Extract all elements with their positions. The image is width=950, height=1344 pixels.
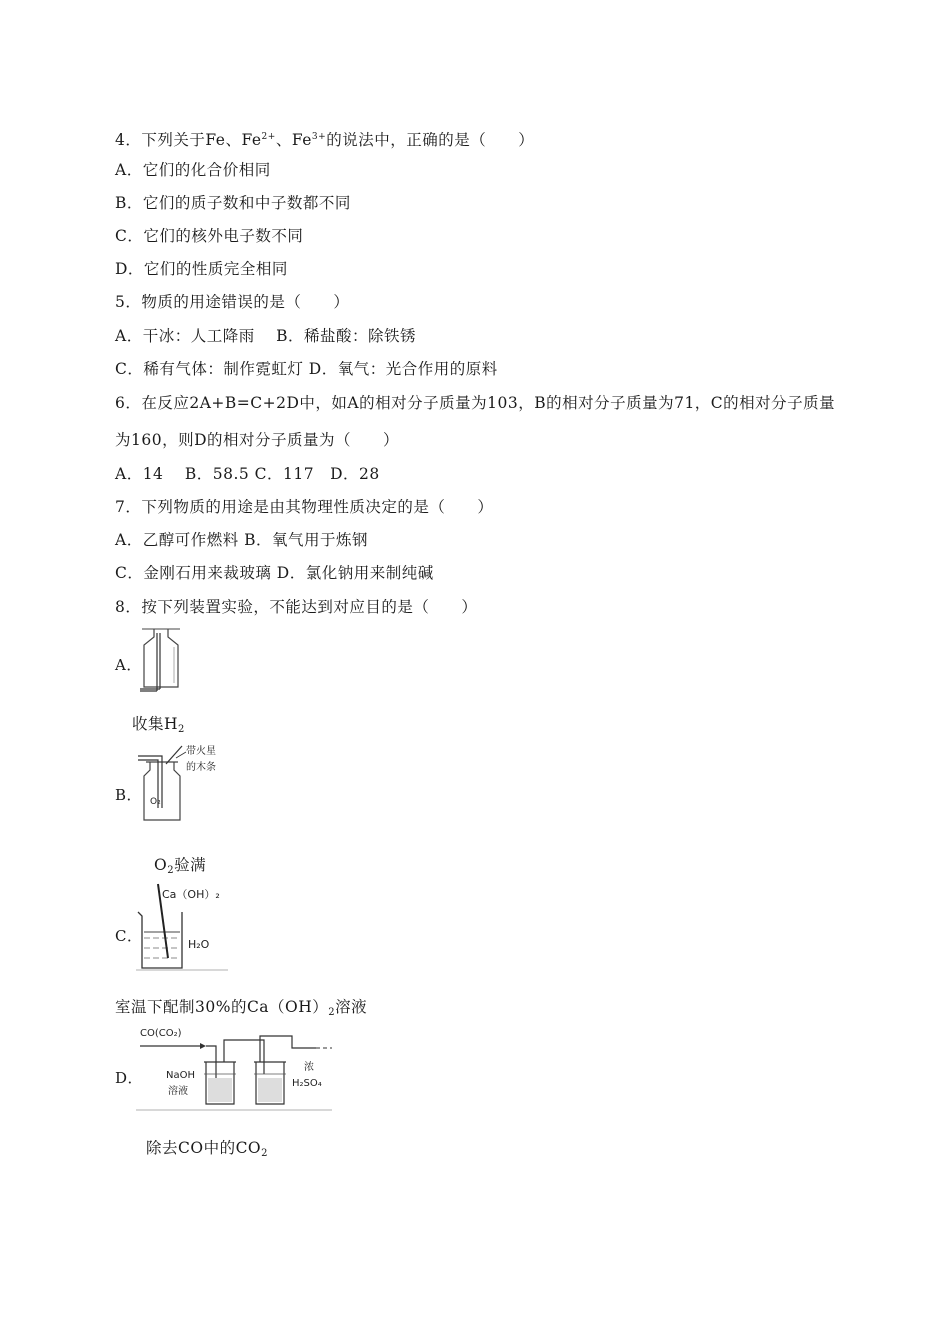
q8-option-a-label: A． bbox=[115, 656, 142, 674]
svg-text:浓: 浓 bbox=[304, 1062, 314, 1073]
beaker-solution-figure bbox=[136, 882, 236, 972]
svg-text:溶液: 溶液 bbox=[168, 1086, 188, 1097]
svg-text:Ca（OH）₂: Ca（OH）₂ bbox=[162, 888, 220, 901]
q6-options: A．14 B．58.5 C．117 D．28 bbox=[115, 465, 380, 483]
q8-option-d-caption: 除去CO中的$CO_2$ bbox=[146, 1139, 269, 1159]
q7-options-ab: A．乙醇可作燃料 B．氧气用于炼钢 bbox=[115, 531, 369, 549]
q8-option-b-caption: $O_2$验满 bbox=[154, 856, 207, 876]
gas-washing-bottles-figure bbox=[136, 1022, 336, 1112]
svg-text:带火星: 带火星 bbox=[186, 746, 216, 757]
q8-option-c-label: C． bbox=[115, 927, 143, 945]
svg-text:H₂O: H₂O bbox=[188, 938, 210, 951]
q4-option-c: C．它们的核外电子数不同 bbox=[115, 227, 304, 245]
q8-option-b-label: B． bbox=[115, 786, 143, 804]
svg-text:CO(CO₂): CO(CO₂) bbox=[140, 1028, 182, 1039]
q8-stem: 8．按下列装置实验，不能达到对应目的是（ ） bbox=[115, 598, 478, 616]
svg-text:的木条: 的木条 bbox=[186, 762, 216, 773]
svg-text:O₂: O₂ bbox=[150, 797, 161, 807]
q8-option-a-caption: 收集$H_2$ bbox=[132, 715, 185, 735]
q4-option-d: D．它们的性质完全相同 bbox=[115, 260, 288, 278]
q6-stem-line1: 6．在反应2A+B=C+2D中，如A的相对分子质量为103，B的相对分子质量为71，C的相对分子质量 bbox=[115, 394, 836, 412]
svg-text:H₂SO₄: H₂SO₄ bbox=[292, 1078, 322, 1089]
svg-text:NaOH: NaOH bbox=[166, 1070, 195, 1081]
q8-option-c-caption: 室温下配制30%的$Ca(OH)_2$溶液 bbox=[115, 998, 368, 1018]
q4-option-b: B．它们的质子数和中子数都不同 bbox=[115, 194, 351, 212]
q6-stem-line2: 为160，则D的相对分子质量为（ ） bbox=[115, 431, 400, 449]
q4-stem: 4．下列关于Fe、$Fe^{2+}$、$Fe^{3+}$的说法中，正确的是（ ） bbox=[115, 131, 535, 149]
q7-options-cd: C．金刚石用来裁玻璃 D．氯化钠用来制纯碱 bbox=[115, 564, 434, 582]
q4-option-a: A．它们的化合价相同 bbox=[115, 161, 271, 179]
q7-stem: 7．下列物质的用途是由其物理性质决定的是（ ） bbox=[115, 498, 494, 516]
q8-option-d-label: D． bbox=[115, 1069, 144, 1087]
oxygen-test-bottle-figure bbox=[136, 742, 231, 824]
gas-collection-bottle-figure bbox=[136, 627, 186, 699]
q5-options-ab: A．干冰：人工降雨 B．稀盐酸：除铁锈 bbox=[115, 327, 417, 345]
q5-stem: 5．物质的用途错误的是（ ） bbox=[115, 293, 350, 311]
q5-options-cd: C．稀有气体：制作霓虹灯 D．氧气：光合作用的原料 bbox=[115, 360, 498, 378]
